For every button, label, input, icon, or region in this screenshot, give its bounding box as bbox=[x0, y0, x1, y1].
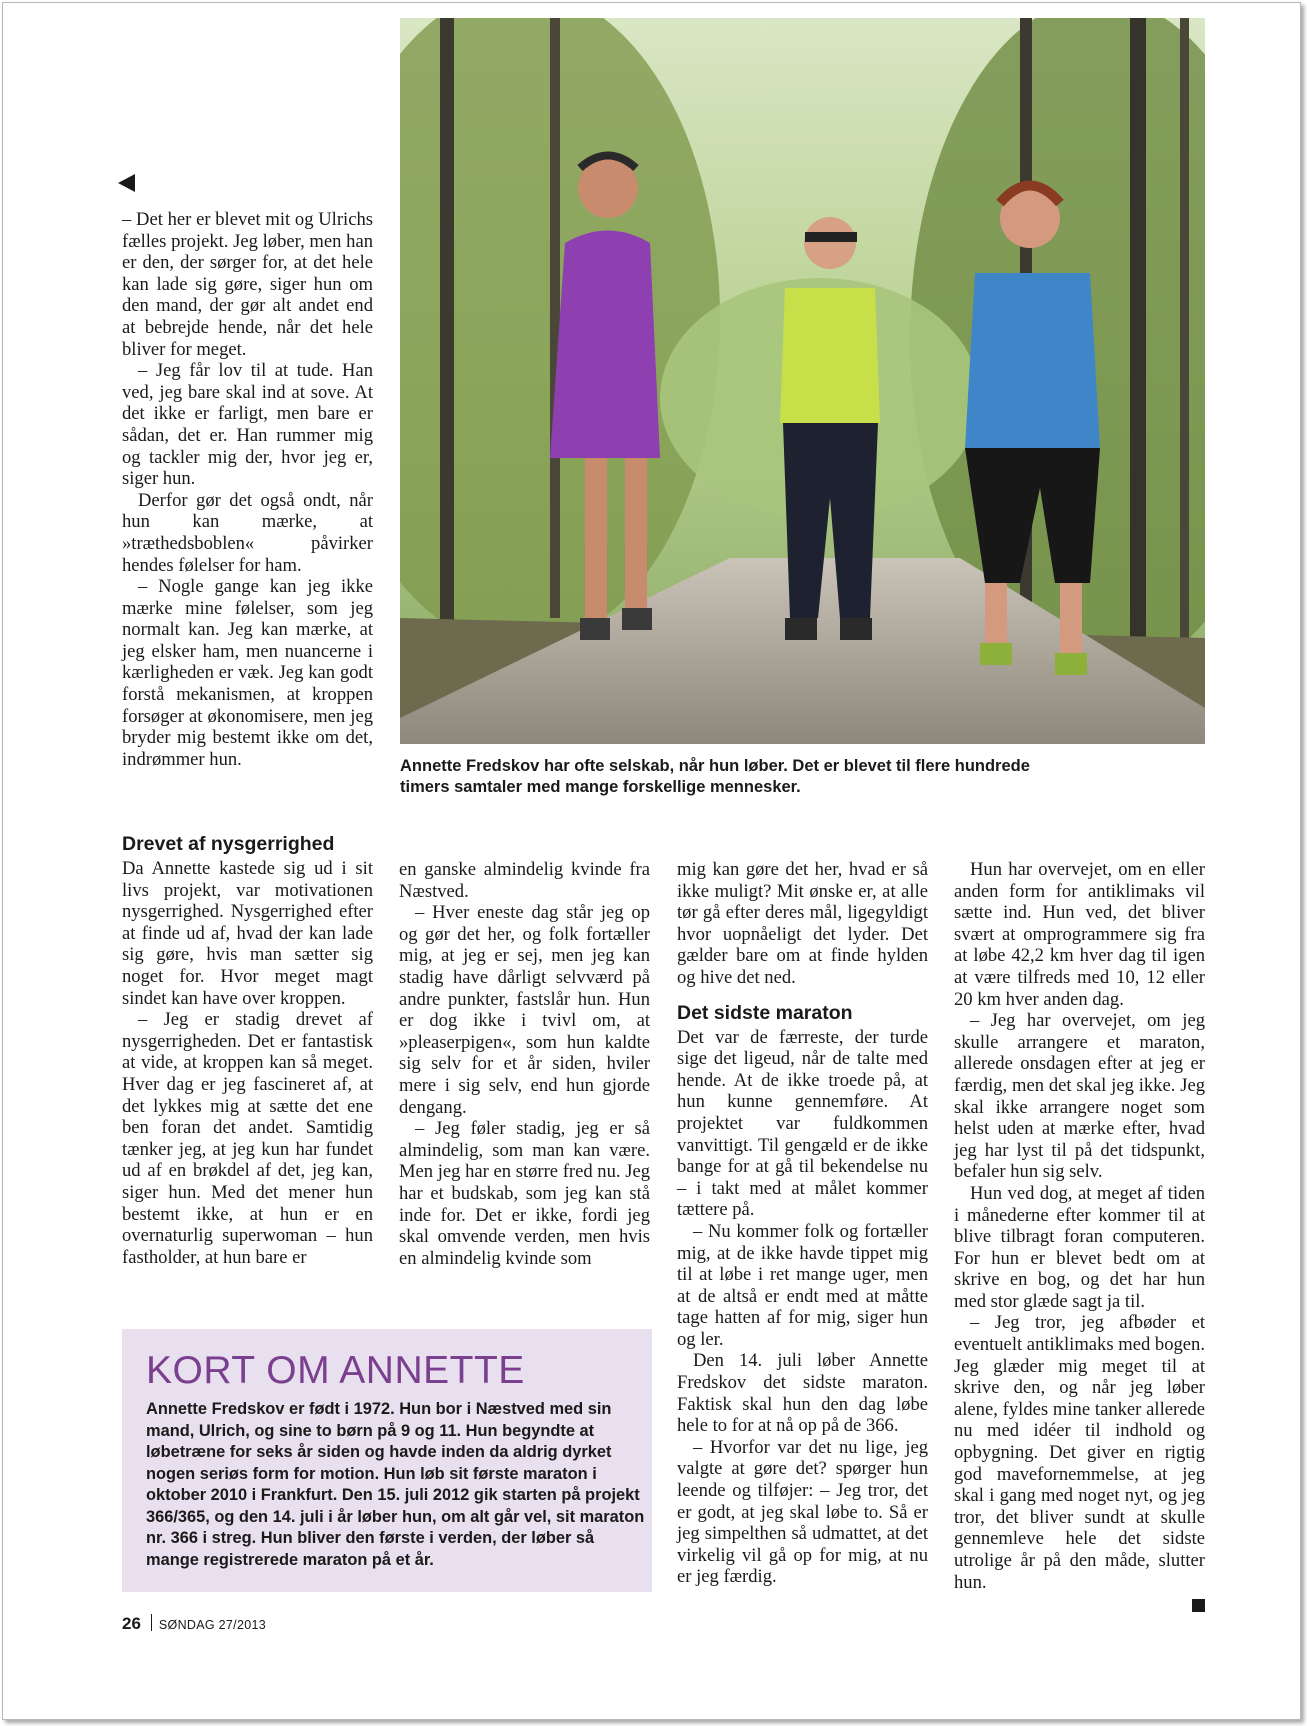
paragraph: Da Annette kastede sig ud i sit livs projekt, var motivationen nysgerrighed. Nysgerrighed efter at finde ud af, hvad der kan lade sig gøre, hvis man sætter sig noget for. Hvor meget magt sindet kan have over kroppen. bbox=[122, 858, 373, 1009]
article-column-2 bbox=[399, 859, 650, 1269]
paragraph: – Hver eneste dag står jeg op og gør det her, og folk fortæller mig, at jeg er sej, men jeg kan stadig have dårligt selvværd på andre punkter, fastslår hun. Hun er dog ikke i tvivl om, at »pleaserpigen«, som hun kaldte sig selv for et år siden, hviler mere i sig selv, end hun gjorde dengang. bbox=[399, 902, 650, 1118]
paragraph: – Hvorfor var det nu lige, jeg valgte at gøre det? spørger hun leende og tilføjer: – Jeg tror, det er godt, at jeg skal løbe to. Så er jeg simpelthen så udmattet, at det virkelig vil gå op for mig, at nu er jeg færdig. bbox=[677, 1436, 928, 1588]
paragraph: Den 14. juli løber Annette Fredskov det sidste maraton. Faktisk skal hun den dag løbe hele to for at nå op på de 366. bbox=[677, 1350, 928, 1437]
paragraph: Hun har overvejet, om en eller anden form for antiklimaks vil sætte ind. Hun ved, det bliver svært at omprogrammere sig fra at løbe 42,2 km hver dag til igen at være tilfreds med 10, 12 eller 20 km hver anden dag. bbox=[954, 859, 1205, 1010]
page-footer bbox=[122, 1614, 266, 1634]
back-arrow-icon bbox=[118, 174, 135, 192]
runners-photo bbox=[400, 18, 1205, 744]
runners-photo-illustration bbox=[400, 18, 1205, 744]
factbox-title: KORT OM ANNETTE bbox=[146, 1349, 525, 1392]
paragraph: – Jeg får lov til at tude. Han ved, jeg bare skal ind at sove. At det ikke er farligt, men bare er sådan, det er. Han rummer mig og tackler mig der, hvor jeg er, siger hun. bbox=[122, 360, 373, 490]
caption-line-2: timers samtaler med mange forskellige mennesker. bbox=[400, 778, 801, 796]
article-column-1-bottom bbox=[122, 832, 373, 1268]
paragraph: Det var de færreste, der turde sige det ligeud, når de talte med hende. At de ikke troede på, at hun kunne gennemføre. At projektet var fuldkommen vanvittigt. Til gengæld er de ikke bange for at gå til bekendelse nu – i takt med at målet kommer tættere på. bbox=[677, 1026, 928, 1221]
paragraph: – Det her er blevet mit og Ulrichs fælles projekt. Jeg løber, men han er den, der sørger for, at det hele kan lade sig gøre, siger hun om den mand, der gør alt andet end at bebrejde hende, når det hele bliver for meget. bbox=[122, 209, 373, 360]
paragraph: – Jeg føler stadig, jeg er så almindelig, som man kan være. Men jeg har en større fred nu. Jeg har et budskab, som jeg kan stå inde for. Det er ikke, fordi jeg skal omvende verden, men hvis en almindelig kvinde som bbox=[399, 1118, 650, 1269]
factbox bbox=[122, 1329, 652, 1592]
paragraph: – Jeg er stadig drevet af nysgerrigheden. Det er fantastisk at vide, at kroppen kan så meget. Hver dag er jeg fascineret af, at det lykkes mig at sætte det ene ben foran det andet. Samtidig tænker jeg, at jeg kun har fundet ud af en brøkdel af det, jeg kan, siger hun. Med det mener hun bestemt ikke, at hun er en overnaturlig superwoman – hun fastholder, at hun bare er bbox=[122, 1009, 373, 1268]
end-of-article-icon bbox=[1192, 1599, 1205, 1612]
paragraph: Hun ved dog, at meget af tiden i månederne efter kommer til at blive tilbragt foran computeren. For hun er blevet bedt om at skrive en bog, og det har hun med stor glæde sagt ja til. bbox=[954, 1182, 1205, 1312]
paragraph: Derfor gør det også ondt, når hun kan mærke, at »træthedsboblen« påvirker hendes følelser for ham. bbox=[122, 489, 373, 576]
page-number: 26 bbox=[122, 1614, 141, 1633]
article-column-3 bbox=[677, 859, 928, 1588]
article-column-4 bbox=[954, 859, 1205, 1612]
paragraph: – Nu kommer folk og fortæller mig, at de ikke havde tippet mig til at løbe i ret mange uger, men at de altså er endt med at måtte tage hatten af for mig, siger hun og ler. bbox=[677, 1220, 928, 1350]
footer-divider bbox=[151, 1614, 152, 1631]
paragraph: – Nogle gange kan jeg ikke mærke mine følelser, som jeg normalt kan. Jeg kan mærke, at jeg elsker ham, men nuancerne i kærligheden er væk. Jeg kan godt forstå mekanismen, at kroppen forsøger at økonomisere, men jeg bryder mig bestemt ikke om det, indrømmer hun. bbox=[122, 576, 373, 770]
subheading-curiosity: Drevet af nysgerrighed bbox=[122, 833, 335, 855]
paragraph: – Jeg tror, jeg afbøder et eventuelt antiklimaks med bogen. Jeg glæder mig meget til at skrive den, og når jeg løber alene, fyldes mine tanker allerede nu med idéer til indhold og opbygning. Det giver en rigtig god mavefornemmelse, at jeg skal i gang med noget nyt, og jeg tror, det bliver sundt at skulle gennemleve hele det sidste utrolige år på den måde, slutter hun. bbox=[954, 1312, 1205, 1593]
publication-issue: SØNDAG 27/2013 bbox=[158, 1618, 266, 1632]
factbox-body: Annette Fredskov er født i 1972. Hun bor i Næstved med sin mand, Ulrich, og sine to børn på 9 og 11. Hun begyndte at løbetræne for seks år siden og havde inden da aldrig dyrket nogen seriøs form for motion. Hun løb sit første maraton i oktober 2010 i Frankfurt. Den 15. juli 2012 gik starten på projekt 366/365, og den 14. juli i år løber hun, om alt går vel, sit maraton nr. 366 i streg. Hun bliver den første i verden, der løber så mange registrerede maraton på et år. bbox=[146, 1400, 645, 1569]
caption-line-1: Annette Fredskov har ofte selskab, når hun løber. Det er blevet til flere hundrede bbox=[400, 757, 1030, 775]
paragraph: – Jeg har overvejet, om jeg skulle arrangere et maraton, allerede onsdagen efter at jeg er færdig, men det skal jeg ikke. Jeg skal ikke arrangere noget som helst uden at mærke efter, hvad jeg har lyst til på det tidspunkt, befaler hun sig selv. bbox=[954, 1010, 1205, 1183]
paragraph: en ganske almindelig kvinde fra Næstved. bbox=[399, 859, 650, 902]
paragraph: mig kan gøre det her, hvad er så ikke muligt? Mit ønske er, at alle tør gå efter deres mål, ligegyldigt hvor uopnåeligt det lyder. Det gælder bare om at finde hylden og hive det ned. bbox=[677, 859, 928, 988]
article-column-1-top bbox=[122, 209, 373, 770]
subheading-last-marathon: Det sidste maraton bbox=[677, 1001, 853, 1024]
photo-caption bbox=[400, 756, 1200, 798]
